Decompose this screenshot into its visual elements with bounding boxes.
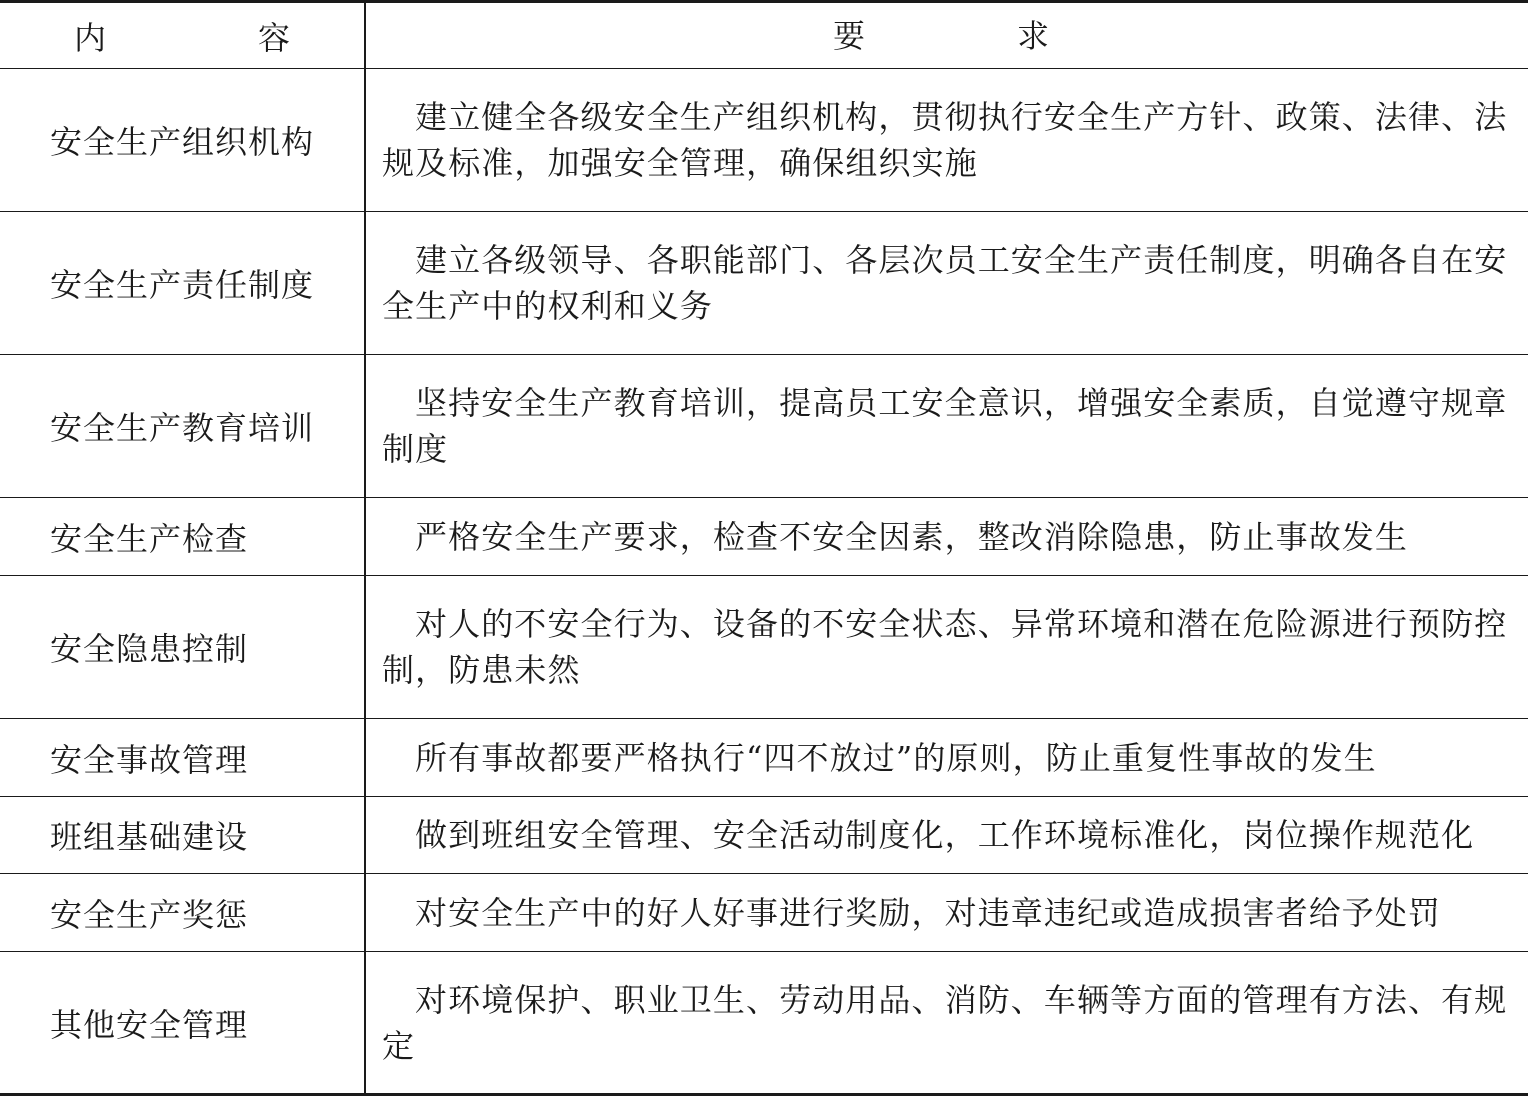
row-content: 其他安全管理	[50, 1005, 249, 1044]
row-content: 安全事故管理	[50, 740, 249, 779]
header-requirement: 要 求	[832, 16, 1109, 55]
table-row	[0, 355, 1528, 498]
table-row	[0, 69, 1528, 212]
table-row	[0, 719, 1528, 797]
table-row	[0, 212, 1528, 355]
row-content: 安全生产奖惩	[50, 895, 249, 934]
row-requirement: 建立各级领导、各职能部门、各层次员工安全生产责任制度，明确各自在安全生产中的权利和义务	[382, 241, 1508, 325]
row-content: 班组基础建设	[50, 818, 249, 856]
row-content: 安全生产组织机构	[50, 123, 315, 161]
column-divider	[364, 0, 366, 1096]
table-row	[0, 576, 1528, 719]
table-header-row	[0, 3, 1528, 69]
row-requirement: 对安全生产中的好人好事进行奖励，对违章违纪或造成损害者给予处罚	[415, 893, 1442, 932]
table-row	[0, 797, 1528, 874]
table-row	[0, 498, 1528, 576]
row-requirement: 做到班组安全管理、安全活动制度化，工作环境标准化，岗位操作规范化	[415, 816, 1475, 854]
row-requirement: 建立健全各级安全生产组织机构，贯彻执行安全生产方针、政策、法律、法规及标准，加强安全管理，确保组织实施	[382, 98, 1508, 182]
table-row	[0, 952, 1528, 1093]
row-content: 安全生产检查	[50, 519, 249, 558]
row-content: 安全生产责任制度	[50, 266, 315, 304]
row-content: 安全隐患控制	[50, 630, 249, 668]
table-row	[0, 874, 1528, 952]
row-requirement: 坚持安全生产教育培训，提高员工安全意识，增强安全素质，自觉遵守规章制度	[382, 384, 1508, 468]
row-requirement: 所有事故都要严格执行“四不放过”的原则，防止重复性事故的发生	[415, 738, 1377, 777]
row-requirement: 严格安全生产要求，检查不安全因素，整改消除隐患，防止事故发生	[415, 517, 1409, 556]
row-requirement: 对人的不安全行为、设备的不安全状态、异常环境和潜在危险源进行预防控制，防患未然	[382, 605, 1508, 689]
row-content: 安全生产教育培训	[50, 409, 315, 447]
table-bottom-rule	[0, 1093, 1528, 1096]
row-requirement: 对环境保护、职业卫生、劳动用品、消防、车辆等方面的管理有方法、有规定	[382, 980, 1508, 1065]
header-content: 内 容	[73, 18, 350, 57]
